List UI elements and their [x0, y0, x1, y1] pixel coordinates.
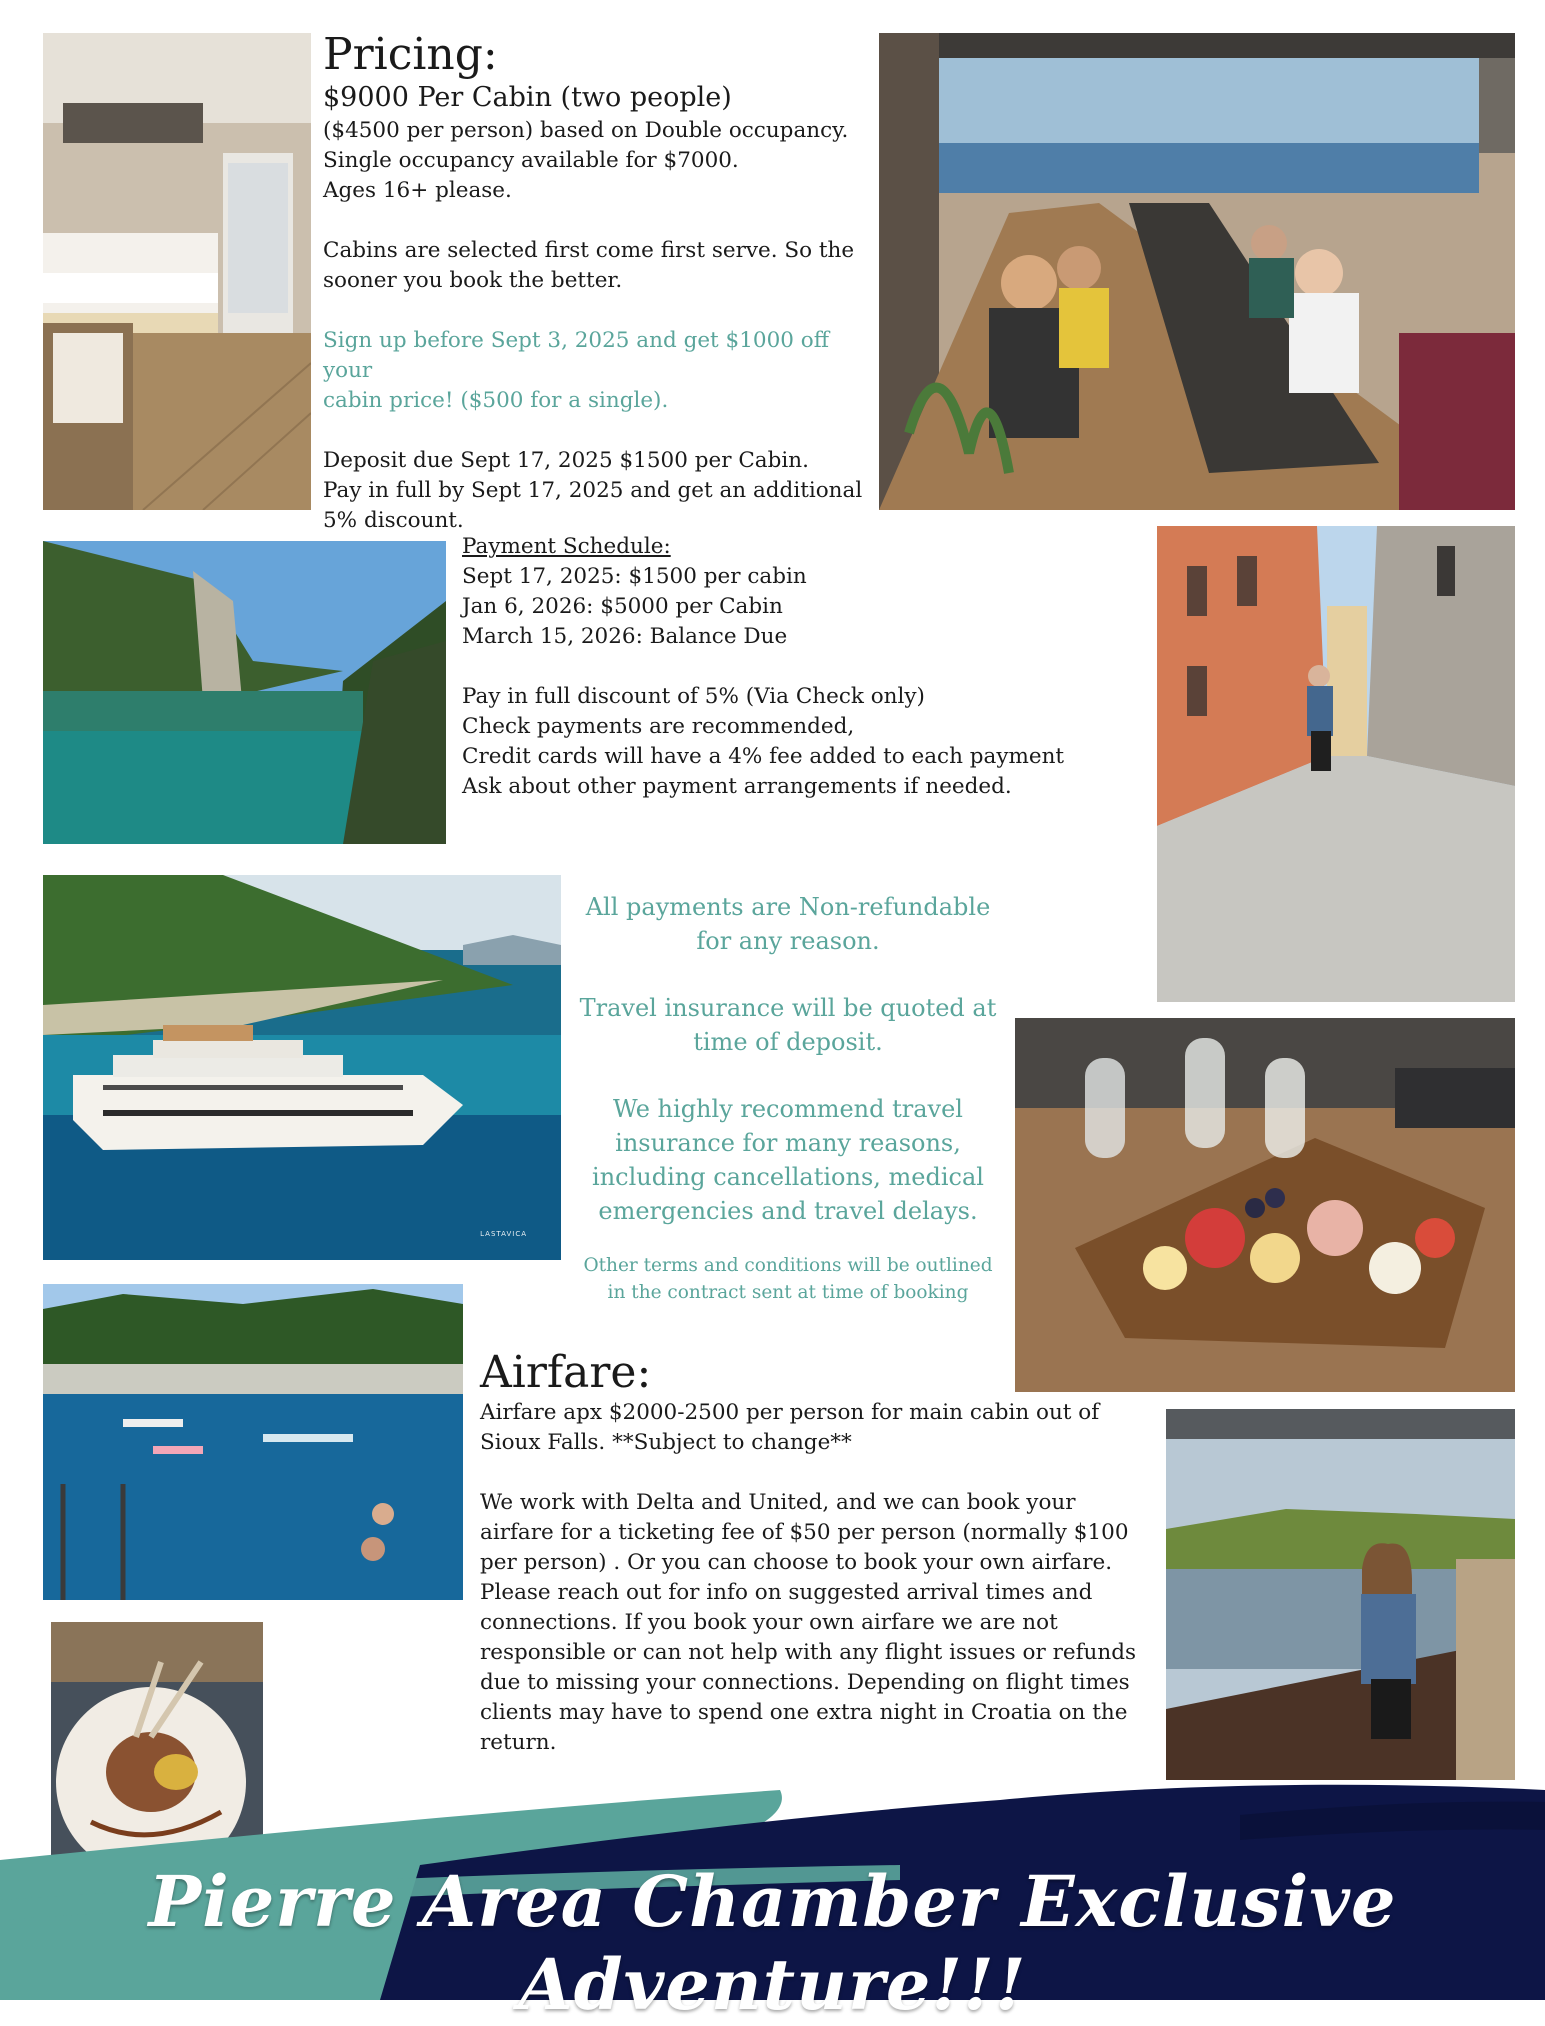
other-terms-line: Other terms and conditions will be outlined [583, 1255, 993, 1276]
airfare-line: Sioux Falls. **Subject to change** [480, 1430, 852, 1455]
cabins-line: sooner you book the better. [323, 268, 623, 293]
promo-line: cabin price! ($500 for a single). [323, 388, 669, 413]
airfare-section [480, 1348, 1160, 1758]
payment-note: Ask about other payment arrangements if needed. [462, 774, 1012, 799]
pricing-subheading: $9000 Per Cabin (two people) [323, 82, 732, 113]
cabins-line: Cabins are selected first come first serve. So the [323, 238, 855, 263]
schedule-line: Jan 6, 2026: $5000 per Cabin [462, 594, 783, 619]
airfare-detail: Please reach out for info on suggested arrival times and [480, 1580, 1093, 1605]
airfare-detail: We work with Delta and United, and we can book your [480, 1490, 1076, 1515]
airfare-detail: responsible or can not help with any flight issues or refunds [480, 1640, 1137, 1665]
lake-canyon-photo [43, 541, 446, 844]
airfare-detail: due to missing your connections. Depending on flight times [480, 1670, 1130, 1695]
schedule-line: March 15, 2026: Balance Due [462, 624, 788, 649]
swimming-photo [43, 1284, 463, 1600]
deposit-line: Pay in full by Sept 17, 2025 and get an additional [323, 478, 863, 503]
schedule-line: Sept 17, 2025: $1500 per cabin [462, 564, 807, 589]
recommend-line: emergencies and travel delays. [598, 1197, 978, 1225]
recommend-line: including cancellations, medical [592, 1163, 984, 1191]
street-photo [1157, 526, 1515, 1002]
airfare-detail: airfare for a ticketing fee of $50 per person (normally $100 [480, 1520, 1129, 1545]
deposit-line: Deposit due Sept 17, 2025 $1500 per Cabin. [323, 448, 809, 473]
airfare-detail: clients may have to spend one extra night in Croatia on the [480, 1700, 1128, 1725]
payment-note: Check payments are recommended, [462, 714, 855, 739]
payment-section [462, 532, 1122, 802]
refund-line: for any reason. [696, 927, 880, 955]
pricing-heading: Pricing: [323, 29, 498, 80]
banner-title: Pierre Area Chamber Exclusive Adventure!!! [148, 1860, 1397, 2026]
airfare-detail: per person) . Or you can choose to book your own airfare. [480, 1550, 1113, 1575]
airfare-heading: Airfare: [480, 1347, 652, 1398]
charcuterie-photo [1015, 1018, 1515, 1392]
deposit-line: 5% discount. [323, 508, 464, 533]
airfare-detail: return. [480, 1730, 557, 1755]
insurance-line: Travel insurance will be quoted at [579, 994, 997, 1022]
insurance-line: time of deposit. [693, 1028, 883, 1056]
other-terms-line: in the contract sent at time of booking [607, 1282, 969, 1303]
airfare-line: Airfare apx $2000-2500 per person for main cabin out of [480, 1400, 1100, 1425]
yacht-dining-photo [879, 33, 1515, 510]
cabin-photo [43, 33, 311, 510]
refund-line: All payments are Non-refundable [585, 893, 991, 921]
recommend-line: insurance for many reasons, [615, 1129, 961, 1157]
airfare-detail: connections. If you book your own airfare we are not [480, 1610, 1058, 1635]
yacht-photo [43, 875, 561, 1260]
pricing-section [323, 30, 863, 536]
pricing-line: Ages 16+ please. [323, 178, 512, 203]
pricing-line: Single occupancy available for $7000. [323, 148, 739, 173]
recommend-line: We highly recommend travel [613, 1095, 963, 1123]
payment-note: Pay in full discount of 5% (Via Check only) [462, 684, 925, 709]
pricing-line: ($4500 per person) based on Double occupancy. [323, 118, 849, 143]
payment-heading: Payment Schedule: [462, 534, 671, 559]
promo-line: Sign up before Sept 3, 2025 and get $1000 off your [323, 328, 829, 383]
payment-note: Credit cards will have a 4% fee added to each payment [462, 744, 1065, 769]
terms-section [568, 890, 1008, 1306]
deck-portrait-photo [1166, 1409, 1515, 1780]
yacht-watermark: LASTAVICA [480, 1230, 527, 1238]
